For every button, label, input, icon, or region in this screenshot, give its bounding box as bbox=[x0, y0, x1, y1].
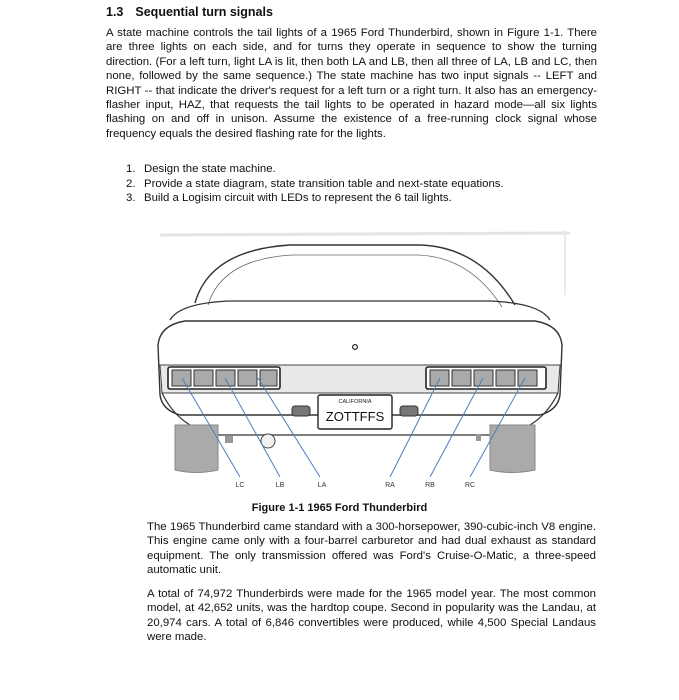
plate-state: CALIFORNIA bbox=[338, 399, 372, 405]
label-rc: RC bbox=[464, 482, 476, 489]
list-item-text: Provide a state diagram, state transition table and next-state equations. bbox=[144, 177, 504, 190]
light-lc-b bbox=[194, 370, 213, 386]
light-ra-b bbox=[452, 370, 471, 386]
plate-number: ZOTTFFS bbox=[325, 409, 385, 424]
section-heading bbox=[106, 5, 273, 19]
left-tire bbox=[175, 425, 218, 473]
trunk-lock bbox=[353, 345, 358, 350]
plate-lamp-left bbox=[292, 406, 310, 416]
list-item-text: Design the state machine. bbox=[144, 163, 276, 175]
figure-caption: Figure 1-1 1965 Ford Thunderbird bbox=[251, 502, 428, 514]
label-lb: LB bbox=[275, 482, 285, 489]
list-item bbox=[126, 162, 504, 177]
light-rb bbox=[474, 370, 493, 386]
light-rc-b bbox=[518, 370, 537, 386]
trunk-lid bbox=[170, 301, 550, 320]
plate-lamp-right bbox=[400, 406, 418, 416]
section-number: 1.3 bbox=[106, 5, 124, 19]
light-la-b bbox=[260, 370, 277, 386]
engine-paragraph: The 1965 Thunderbird came standard with a 300-horsepower, 390-cubic-inch V8 engine. This engine came only with a four-barrel carburetor and had dual exhaust as standard equipment. The only transmission offered was Ford's Cruise-O-Matic, a three-speed automatic unit. bbox=[147, 521, 596, 577]
car-rear-illustration bbox=[140, 225, 580, 495]
list-item-number: 1. bbox=[126, 163, 136, 175]
faint-line bbox=[160, 233, 570, 235]
light-la-a bbox=[238, 370, 257, 386]
hitch-left bbox=[225, 436, 233, 443]
list-item-text: Build a Logisim circuit with LEDs to represent the 6 tail lights. bbox=[144, 192, 452, 204]
label-rb: RB bbox=[425, 482, 435, 489]
list-item bbox=[126, 191, 504, 206]
light-rc-a bbox=[496, 370, 515, 386]
hitch-right bbox=[476, 434, 481, 441]
production-paragraph: A total of 74,972 Thunderbirds were made for the 1965 model year. The most common model, at 42,652 units, was the hardtop coupe. Second in popularity was the Landau, at 20,974 cars. A total of 6,846 convertibles were produced, while 4,500 Special Landaus were made. bbox=[147, 588, 596, 644]
list-item-number: 3. bbox=[126, 192, 136, 204]
section-title: Sequential turn signals bbox=[135, 5, 273, 19]
label-ra: RA bbox=[385, 482, 395, 489]
list-item-number: 2. bbox=[126, 177, 136, 190]
rear-window bbox=[208, 255, 502, 307]
roof-outline bbox=[195, 245, 515, 305]
right-tire bbox=[490, 425, 535, 473]
label-la: LA bbox=[317, 482, 327, 489]
light-lc-a bbox=[172, 370, 191, 386]
intro-paragraph: A state machine controls the tail lights of a 1965 Ford Thunderbird, shown in Figure 1-1. There are three lights on each side, and for turns they operate in sequence to show the turning direction. (For a left turn, light LA is lit, then both LA and LB, then all three of LA, LB and LC, then none, followed by the same sequence.) The state machine has two input signals -- LEFT and RIGHT -- that indicate the driver's request for a left turn or a right turn. It also has an emergency-flasher input, HAZ, that requests the tail lights to be operated in hazard mode—all six lights flashing on and off in unison. Assume the existence of a free-running clock signal whose frequency equals the desired flashing rate for the lights. bbox=[106, 27, 597, 140]
task-list bbox=[126, 162, 504, 206]
list-item bbox=[126, 177, 504, 192]
thunderbird-figure bbox=[140, 225, 580, 495]
label-lc: LC bbox=[235, 482, 245, 489]
